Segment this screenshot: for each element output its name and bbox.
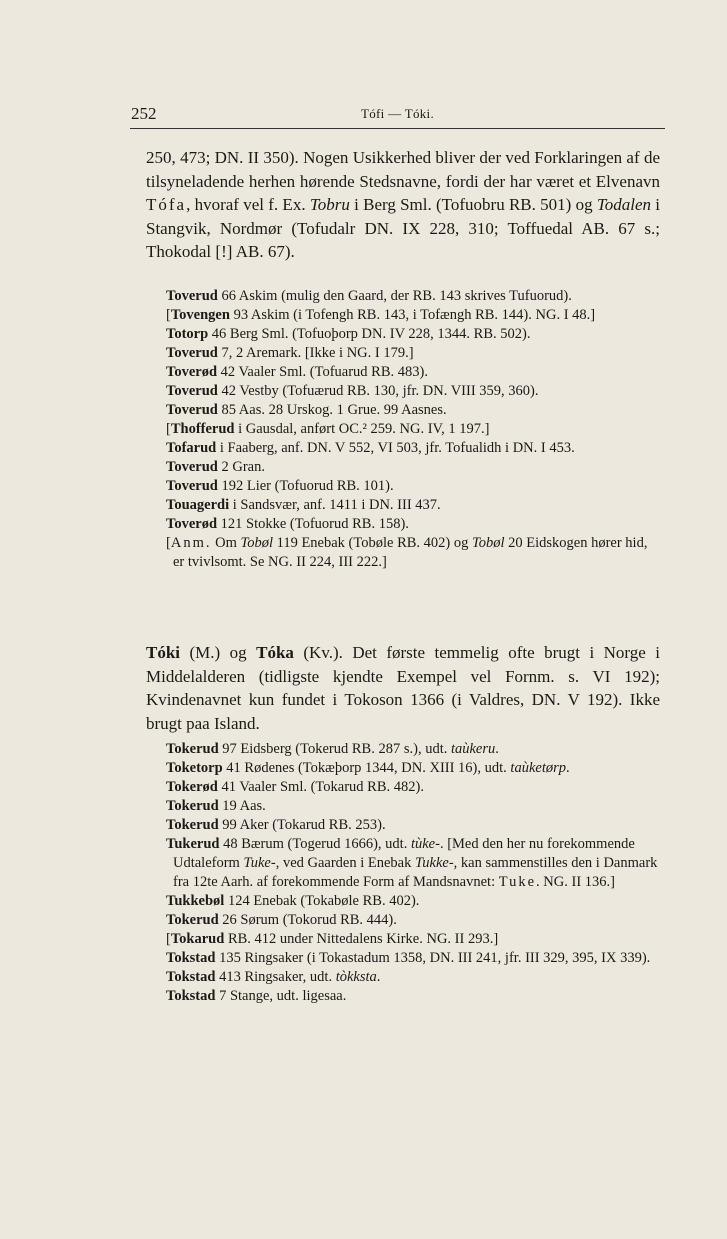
list-item: Tokstad 413 Ringsaker, udt. tòkksta. xyxy=(166,969,381,985)
list-item: Tokstad 7 Stange, udt. ligesaa. xyxy=(166,988,347,1004)
list-item: Tofarud i Faaberg, anf. DN. V 552, VI 503, jfr. Tofualidh i DN. I 453. xyxy=(166,440,575,456)
list-item: Toverud 42 Vestby (Tofuærud RB. 130, jfr. DN. VIII 359, 360). xyxy=(166,383,539,399)
list-item: Toverud 2 Gran. xyxy=(166,459,265,475)
list-item: Tokerud 99 Aker (Tokarud RB. 253). xyxy=(166,817,386,833)
list-item: Toverud 7, 2 Aremark. [Ikke i NG. I 179.] xyxy=(166,345,414,361)
intro-paragraph: 250, 473; DN. II 350). Nogen Usikkerhed bliver der ved Forklaringen af de tilsyneladende herhen hørende Stedsnavne, fordi der har været et Elvenavn Tófa, hvoraf vel f. Ex. Tobru i Berg Sml. (Tofuobru RB. 501) og Todalen i Stangvik, Nordmør (Tofudalr DN. IX 228, 310; Toffuedal AB. 67 s.; Thokodal [!] AB. 67). xyxy=(146,148,661,261)
list-item: Tukerud 48 Bærum (Togerud 1666), udt. tùke-. [Med den her nu forekommende Udtaleform Tuke-, ved Gaarden i Enebak Tukke-, kan sammenstilles den i Danmark fra 12te Aarh. af forekommende Form af Mandsnavnet: Tuke. NG. II 136.] xyxy=(166,836,658,890)
list-item: [Tokarud RB. 412 under Nittedalens Kirke. NG. II 293.] xyxy=(166,931,499,947)
list-item: Tukkebøl 124 Enebak (Tokabøle RB. 402). xyxy=(166,893,420,909)
list-item: Tokerud 26 Sørum (Tokorud RB. 444). xyxy=(166,912,397,928)
list-item: Toverud 192 Lier (Tofuorud RB. 101). xyxy=(166,478,394,494)
list-item: [Tovengen 93 Askim (i Tofengh RB. 143, i Tofængh RB. 144). NG. I 48.] xyxy=(166,307,596,323)
page-number: 252 xyxy=(131,104,157,123)
list-item: [Thofferud i Gausdal, anført OC.² 259. NG. IV, 1 197.] xyxy=(166,421,490,437)
list-item: Tokstad 135 Ringsaker (i Tokastadum 1358, DN. III 241, jfr. III 329, 395, IX 339). xyxy=(166,950,651,966)
list-item: Toverud 85 Aas. 28 Urskog. 1 Grue. 99 Aasnes. xyxy=(166,402,447,418)
list-item: Toketorp 41 Rødenes (Tokæþorp 1344, DN. XIII 16), udt. taùketørp. xyxy=(166,760,570,776)
list-item: Touagerdi i Sandsvær, anf. 1411 i DN. III 437. xyxy=(166,497,441,513)
list-item: Toverød 121 Stokke (Tofuorud RB. 158). xyxy=(166,516,409,532)
list-item: Tokerud 97 Eidsberg (Tokerud RB. 287 s.), udt. taùkeru. xyxy=(166,741,499,757)
list-item: Tokerud 19 Aas. xyxy=(166,798,266,814)
list-item: Totorp 46 Berg Sml. (Tofuoþorp DN. IV 228, 1344. RB. 502). xyxy=(166,326,531,342)
toki-paragraph: Tóki (M.) og Tóka (Kv.). Det første temmelig ofte brugt i Norge i Middelalderen (tidligste kjendte Exempel vel Fornm. s. VI 192); Kvindenavnet kun fundet i Tokoson 1366 (i Valdres, DN. V 192). Ikke brugt paa Island. xyxy=(146,643,660,733)
list-item: Toverød 42 Vaaler Sml. (Tofuarud RB. 483). xyxy=(166,364,428,380)
running-title: Tófi — Tóki. xyxy=(360,106,435,121)
annotation-note: [Anm. Om Tobøl 119 Enebak (Tobøle RB. 402) og Tobøl 20 Eidskogen hører hid, er tvivlsomt. Se NG. II 224, III 222.] xyxy=(166,535,648,570)
place-entries-tofi xyxy=(166,287,659,572)
list-item: Tokerød 41 Vaaler Sml. (Tokarud RB. 482). xyxy=(166,779,424,795)
place-entries-toki xyxy=(166,740,659,1006)
list-item: Toverud 66 Askim (mulig den Gaard, der RB. 143 skrives Tufuorud). xyxy=(166,288,572,304)
page-header xyxy=(130,104,665,129)
